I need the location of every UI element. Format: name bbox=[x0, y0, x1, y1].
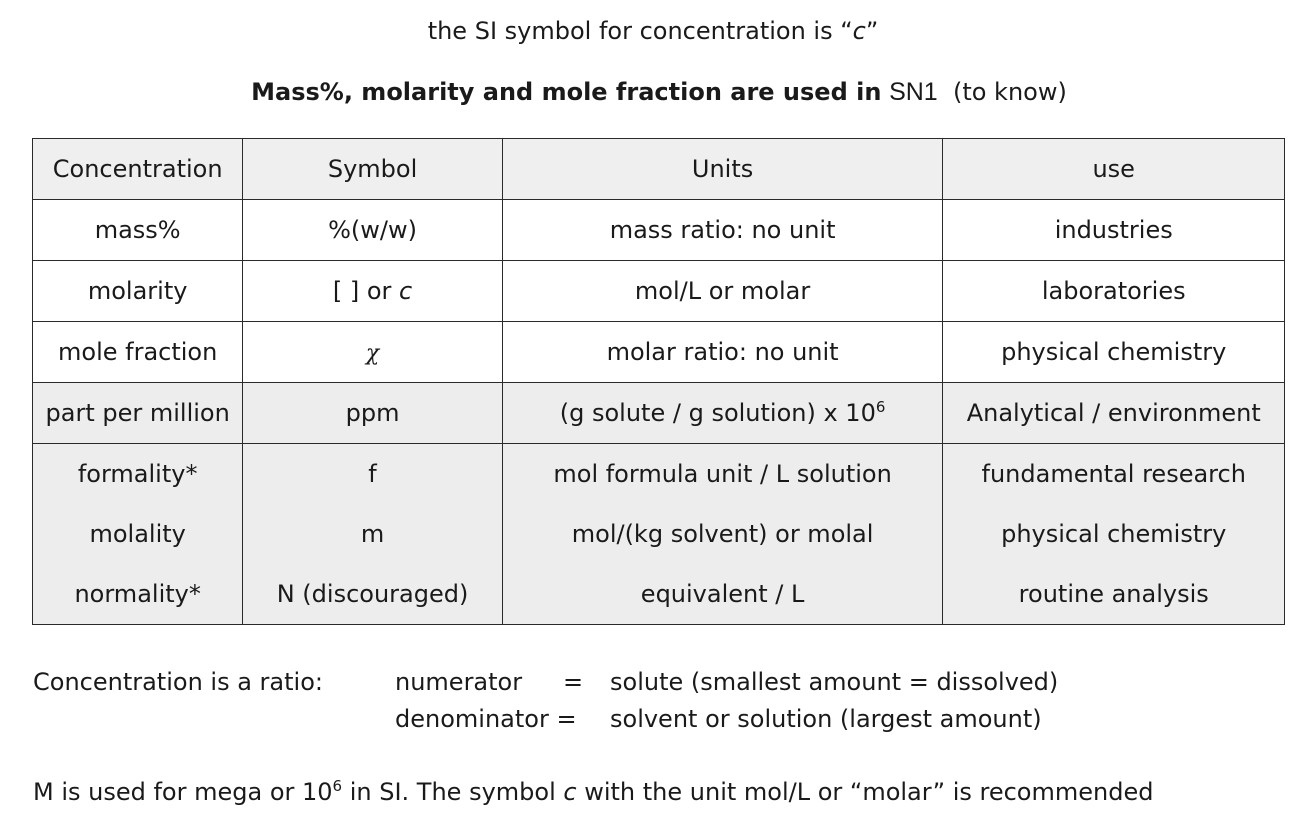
denominator-value: solvent or solution (largest amount) bbox=[610, 705, 1042, 733]
cell-concentration: mass% bbox=[33, 200, 243, 261]
cell-use: routine analysis bbox=[943, 564, 1285, 625]
usage-note-bold: Mass%, molarity and mole fraction are used in bbox=[251, 78, 882, 106]
table-row bbox=[33, 322, 1285, 383]
numerator-equals: = bbox=[563, 668, 584, 696]
si-symbol-c: c bbox=[852, 17, 866, 45]
header-symbol: Symbol bbox=[243, 139, 502, 200]
usage-note-sn1: SN1 bbox=[889, 78, 938, 106]
footer-exponent: 6 bbox=[332, 777, 343, 795]
units-ppm-text: (g solute / g solution) x 10 bbox=[559, 399, 876, 427]
cell-units: molar ratio: no unit bbox=[502, 322, 943, 383]
cell-units: equivalent / L bbox=[502, 564, 943, 625]
cell-symbol bbox=[243, 322, 502, 383]
si-symbol-suffix: ” bbox=[865, 17, 879, 45]
cell-symbol: N (discouraged) bbox=[243, 564, 502, 625]
ratio-label: Concentration is a ratio: bbox=[33, 668, 323, 696]
numerator-label: numerator bbox=[395, 668, 523, 696]
denominator-label: denominator = bbox=[395, 705, 577, 733]
cell-units: mass ratio: no unit bbox=[502, 200, 943, 261]
cell-symbol bbox=[243, 261, 502, 322]
cell-use: industries bbox=[943, 200, 1285, 261]
cell-use: physical chemistry bbox=[943, 322, 1285, 383]
cell-concentration: formality* bbox=[33, 444, 243, 505]
cell-symbol: f bbox=[243, 444, 502, 505]
header-concentration: Concentration bbox=[33, 139, 243, 200]
footer-text-1: M is used for mega or 10 bbox=[33, 778, 333, 806]
header-units: Units bbox=[502, 139, 943, 200]
footer-note bbox=[33, 775, 1153, 809]
table-row bbox=[33, 564, 1285, 625]
footer-text-2: in SI. The symbol bbox=[342, 778, 564, 806]
symbol-c: c bbox=[399, 277, 413, 305]
cell-units bbox=[502, 383, 943, 444]
table-row bbox=[33, 504, 1285, 564]
footer-text-3: with the unit mol/L or “molar” is recommended bbox=[576, 778, 1154, 806]
cell-concentration: molality bbox=[33, 504, 243, 564]
symbol-brackets: [ ] or bbox=[332, 277, 400, 305]
usage-note bbox=[0, 75, 1306, 109]
table-row bbox=[33, 444, 1285, 505]
usage-note-to-know: (to know) bbox=[952, 78, 1067, 106]
table-row bbox=[33, 200, 1285, 261]
table-row bbox=[33, 261, 1285, 322]
table-header-row bbox=[33, 139, 1285, 200]
cell-concentration: part per million bbox=[33, 383, 243, 444]
units-ppm-exponent: 6 bbox=[875, 398, 886, 416]
cell-concentration: normality* bbox=[33, 564, 243, 625]
cell-concentration: mole fraction bbox=[33, 322, 243, 383]
si-symbol-note bbox=[0, 14, 1306, 48]
numerator-value: solute (smallest amount = dissolved) bbox=[610, 668, 1059, 696]
cell-symbol: %(w/w) bbox=[243, 200, 502, 261]
cell-use: fundamental research bbox=[943, 444, 1285, 505]
cell-use: Analytical / environment bbox=[943, 383, 1285, 444]
cell-units: mol formula unit / L solution bbox=[502, 444, 943, 505]
cell-units: mol/L or molar bbox=[502, 261, 943, 322]
cell-symbol: m bbox=[243, 504, 502, 564]
cell-units: mol/(kg solvent) or molal bbox=[502, 504, 943, 564]
si-symbol-prefix: the SI symbol for concentration is “ bbox=[427, 17, 853, 45]
table-row bbox=[33, 383, 1285, 444]
cell-use: physical chemistry bbox=[943, 504, 1285, 564]
concentration-table bbox=[32, 138, 1285, 625]
header-use: use bbox=[943, 139, 1285, 200]
symbol-chi: χ bbox=[365, 341, 380, 366]
cell-concentration: molarity bbox=[33, 261, 243, 322]
cell-use: laboratories bbox=[943, 261, 1285, 322]
footer-symbol-c: c bbox=[563, 778, 577, 806]
cell-symbol: ppm bbox=[243, 383, 502, 444]
